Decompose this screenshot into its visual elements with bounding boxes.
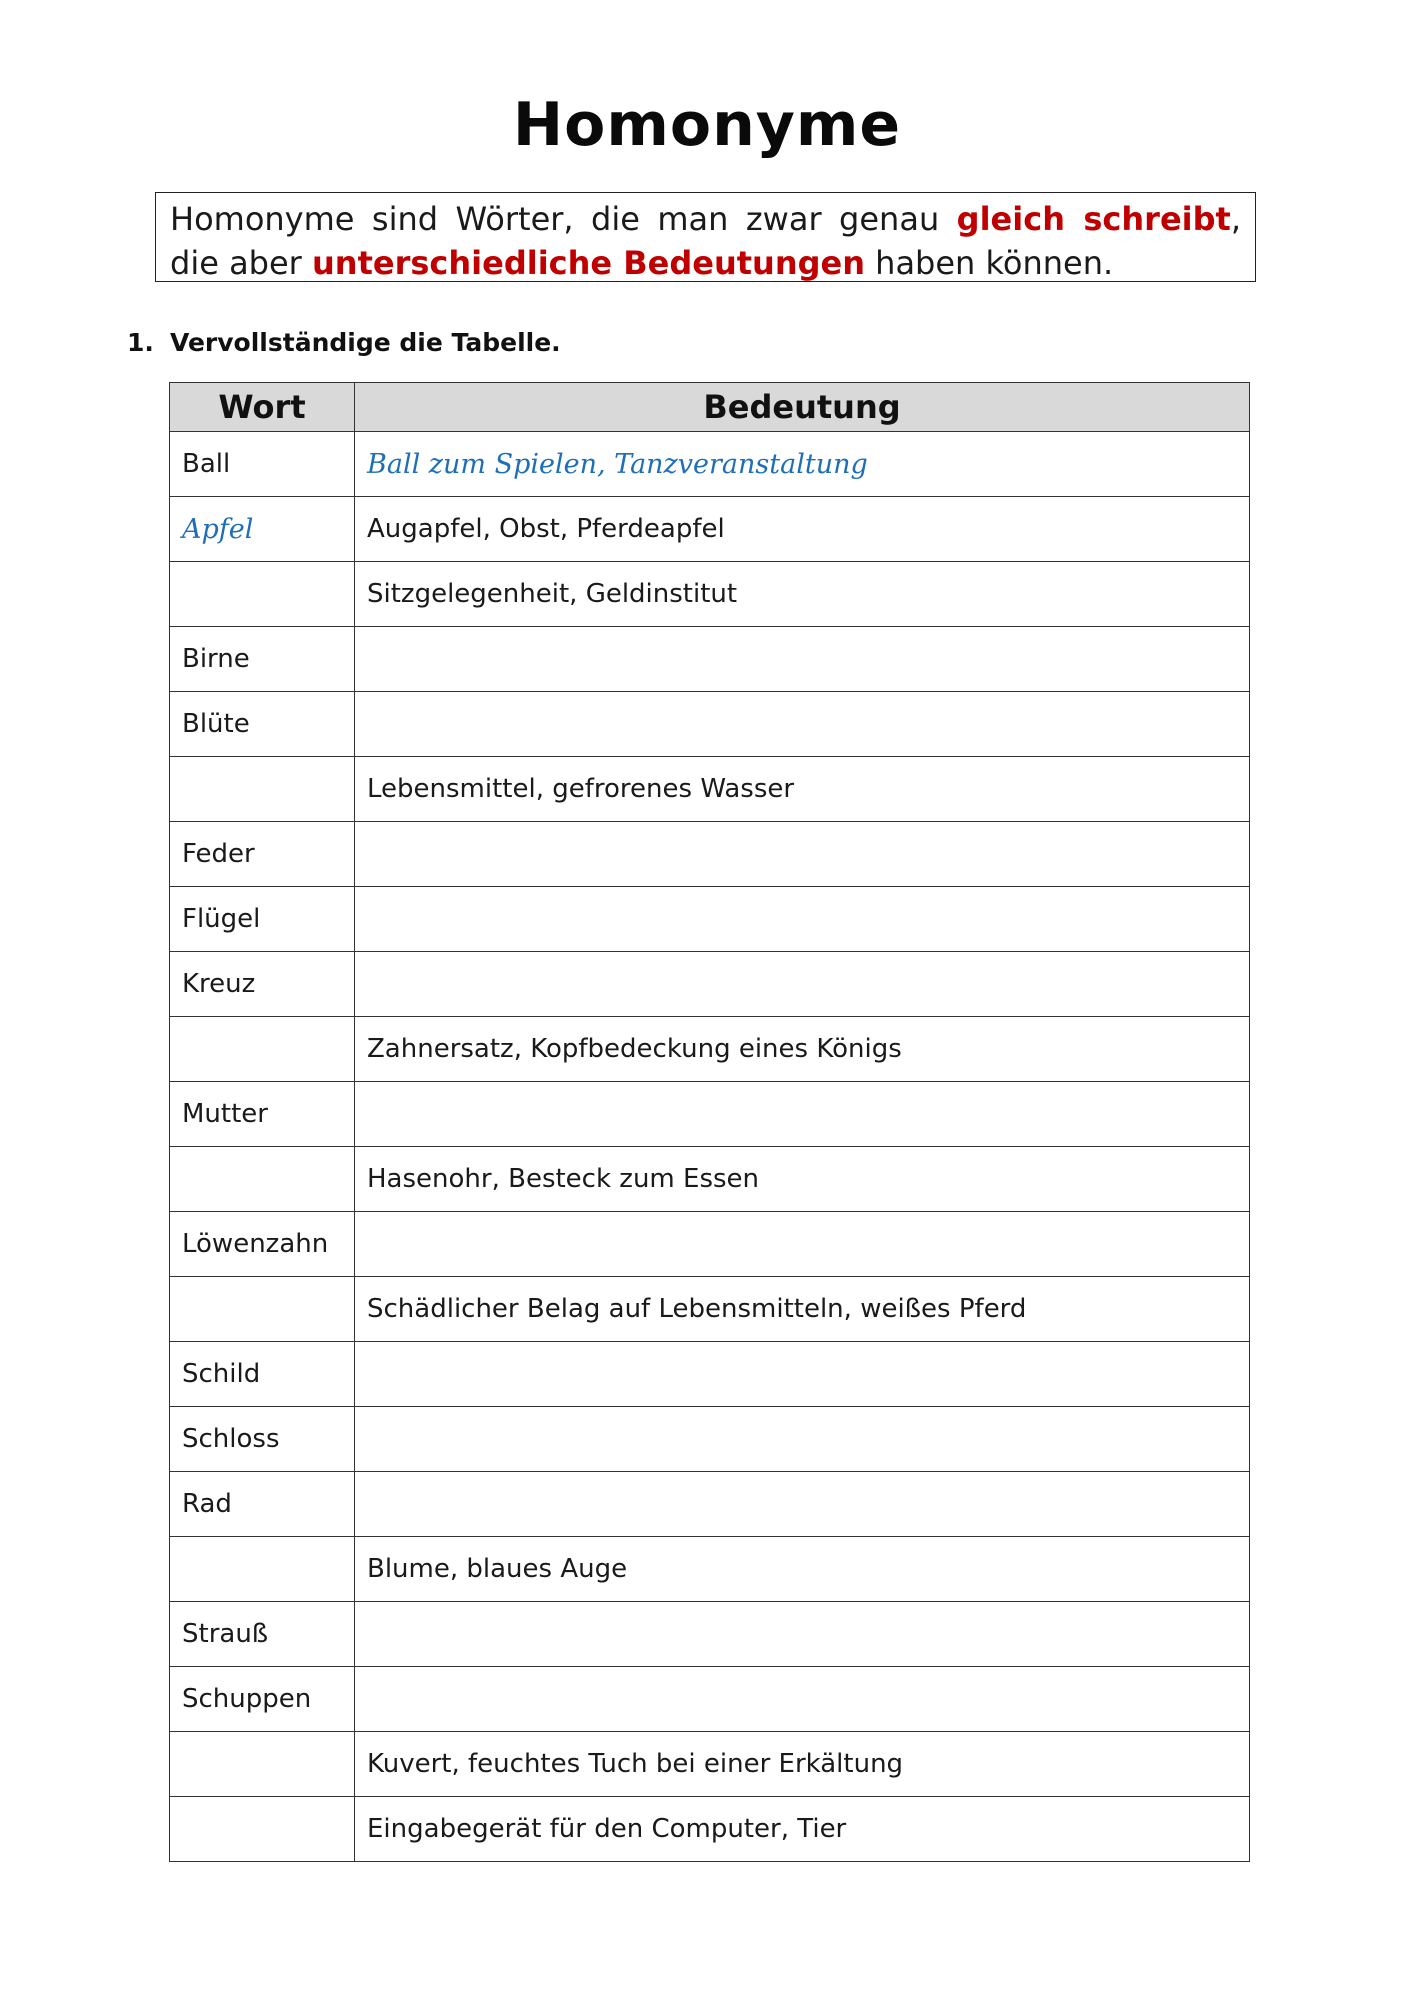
table-row	[170, 1342, 1250, 1407]
word-cell[interactable]: Blüte	[170, 692, 355, 757]
table-row	[170, 1082, 1250, 1147]
word-cell[interactable]: Strauß	[170, 1602, 355, 1667]
table-row	[170, 432, 1250, 497]
word-cell[interactable]: Birne	[170, 627, 355, 692]
meaning-cell[interactable]: Kuvert, feuchtes Tuch bei einer Erkältung	[355, 1732, 1250, 1797]
table-row	[170, 1212, 1250, 1277]
table-header-row	[170, 383, 1250, 432]
homonym-table	[169, 382, 1250, 1862]
meaning-cell[interactable]	[355, 1082, 1250, 1147]
task-number: 1.	[127, 328, 154, 357]
task-text: Vervollständige die Tabelle.	[170, 328, 561, 357]
word-cell[interactable]: Apfel	[170, 497, 355, 562]
word-cell[interactable]: Ball	[170, 432, 355, 497]
meaning-cell[interactable]	[355, 1602, 1250, 1667]
meaning-cell[interactable]	[355, 692, 1250, 757]
word-cell[interactable]: Feder	[170, 822, 355, 887]
table-row	[170, 1277, 1250, 1342]
word-cell[interactable]	[170, 1277, 355, 1342]
word-cell[interactable]	[170, 1732, 355, 1797]
table-row	[170, 497, 1250, 562]
column-header-bedeutung: Bedeutung	[355, 383, 1250, 432]
table-row	[170, 1667, 1250, 1732]
table-row	[170, 1407, 1250, 1472]
task-heading	[127, 328, 561, 357]
table-row	[170, 887, 1250, 952]
table-row	[170, 757, 1250, 822]
word-cell[interactable]	[170, 757, 355, 822]
word-cell[interactable]: Flügel	[170, 887, 355, 952]
table-row	[170, 692, 1250, 757]
word-cell[interactable]	[170, 562, 355, 627]
column-header-wort: Wort	[170, 383, 355, 432]
table-row	[170, 1797, 1250, 1862]
meaning-cell[interactable]: Eingabegerät für den Computer, Tier	[355, 1797, 1250, 1862]
word-cell[interactable]: Schloss	[170, 1407, 355, 1472]
definition-box	[155, 192, 1256, 282]
word-cell[interactable]: Löwenzahn	[170, 1212, 355, 1277]
word-cell[interactable]: Schuppen	[170, 1667, 355, 1732]
word-cell[interactable]	[170, 1147, 355, 1212]
meaning-cell[interactable]: Ball zum Spielen, Tanzveranstaltung	[355, 432, 1250, 497]
word-cell[interactable]: Mutter	[170, 1082, 355, 1147]
meaning-cell[interactable]: Blume, blaues Auge	[355, 1537, 1250, 1602]
word-cell[interactable]: Kreuz	[170, 952, 355, 1017]
table-row	[170, 562, 1250, 627]
meaning-cell[interactable]: Schädlicher Belag auf Lebensmitteln, weißes Pferd	[355, 1277, 1250, 1342]
definition-text-1: Homonyme sind Wörter, die man zwar genau	[170, 200, 957, 238]
meaning-cell[interactable]	[355, 887, 1250, 952]
meaning-cell[interactable]	[355, 822, 1250, 887]
table-row	[170, 1472, 1250, 1537]
meaning-cell[interactable]	[355, 1472, 1250, 1537]
table-row	[170, 1602, 1250, 1667]
table-row	[170, 1732, 1250, 1797]
word-cell[interactable]: Rad	[170, 1472, 355, 1537]
page-title: Homonyme	[512, 90, 902, 160]
meaning-cell[interactable]: Augapfel, Obst, Pferdeapfel	[355, 497, 1250, 562]
table-row	[170, 952, 1250, 1017]
meaning-cell[interactable]: Zahnersatz, Kopfbedeckung eines Königs	[355, 1017, 1250, 1082]
table-row	[170, 822, 1250, 887]
meaning-cell[interactable]	[355, 1667, 1250, 1732]
definition-text-3: haben können.	[864, 244, 1114, 282]
word-cell[interactable]: Schild	[170, 1342, 355, 1407]
definition-text-2: , die aber	[170, 200, 1242, 282]
table-row	[170, 1017, 1250, 1082]
table-row	[170, 1537, 1250, 1602]
meaning-cell[interactable]: Sitzgelegenheit, Geldinstitut	[355, 562, 1250, 627]
meaning-cell[interactable]	[355, 627, 1250, 692]
meaning-cell[interactable]: Hasenohr, Besteck zum Essen	[355, 1147, 1250, 1212]
table-row	[170, 627, 1250, 692]
meaning-cell[interactable]	[355, 1212, 1250, 1277]
definition-highlight-1: gleich schreibt	[956, 200, 1231, 238]
definition-highlight-2: unterschiedliche Bedeutungen	[312, 244, 865, 282]
meaning-cell[interactable]	[355, 1407, 1250, 1472]
table-row	[170, 1147, 1250, 1212]
word-cell[interactable]	[170, 1537, 355, 1602]
word-cell[interactable]	[170, 1797, 355, 1862]
meaning-cell[interactable]	[355, 1342, 1250, 1407]
word-cell[interactable]	[170, 1017, 355, 1082]
table-body	[170, 432, 1250, 1862]
meaning-cell[interactable]	[355, 952, 1250, 1017]
meaning-cell[interactable]: Lebensmittel, gefrorenes Wasser	[355, 757, 1250, 822]
